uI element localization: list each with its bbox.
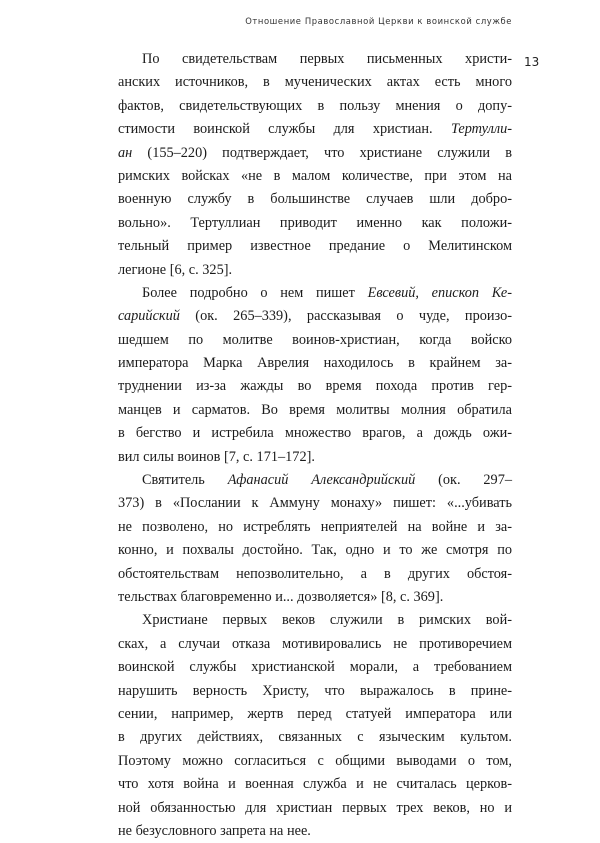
text-run: сении, например, жертв перед статуей императора или: [118, 705, 512, 722]
text-line: [118, 71, 512, 94]
text-line: [118, 492, 512, 515]
text-run: римских войсках «не в малом количестве, при этом на: [118, 167, 512, 184]
page-number: 13: [524, 55, 540, 69]
text-line: [118, 773, 512, 796]
text-line: [118, 563, 512, 586]
text-line: [118, 516, 512, 539]
italic-name: Афанасий Александрийский: [227, 472, 416, 489]
text-line: [118, 165, 512, 188]
text-line: [118, 726, 512, 749]
italic-name: ан: [118, 144, 133, 161]
body-text: [118, 48, 512, 843]
italic-name: сарийский: [118, 308, 180, 325]
text-run: Христиане первых веков служили в римских вой-: [142, 612, 512, 629]
text-line: [118, 446, 512, 469]
text-run: нарушить верность Христу, что выражалось в прине-: [118, 682, 512, 699]
text-line: [118, 703, 512, 726]
text-run: (ок. 297–: [415, 472, 513, 489]
text-run: Святитель: [142, 472, 228, 489]
text-line: [118, 422, 512, 445]
text-line: [118, 352, 512, 375]
text-line: [118, 820, 512, 843]
text-run: тельствах благовременно и... дозволяется» [8, с. 369].: [118, 588, 444, 605]
text-line: [118, 142, 512, 165]
text-run: не безусловного запрета на нее.: [118, 822, 311, 839]
text-line: [118, 118, 512, 141]
text-run: шедшем по молитве воинов-христиан, когда войско: [118, 331, 512, 348]
text-run: вольно». Тертуллиан приводит именно как положи-: [118, 214, 512, 231]
text-run: воинской службы христианской морали, а требованием: [118, 659, 512, 676]
text-run: (ок. 265–339), рассказывая о чуде, произо-: [179, 308, 512, 325]
text-run: конно, и похвалы достойно. Так, одно и то же смотря по: [118, 542, 512, 559]
paragraph: [118, 48, 512, 282]
text-line: [118, 586, 512, 609]
text-line: [118, 539, 512, 562]
text-line: [118, 235, 512, 258]
text-run: что хотя война и военная служба и не считалась церков-: [118, 776, 512, 793]
text-line: [118, 259, 512, 282]
text-line: [118, 329, 512, 352]
text-line: [118, 188, 512, 211]
text-line: [118, 797, 512, 820]
italic-name: Тертулли-: [450, 121, 512, 138]
text-run: императора Марка Аврелия находилось в крайнем за-: [118, 355, 512, 372]
text-line: [118, 282, 512, 305]
text-run: Более подробно о нем пишет: [142, 284, 368, 301]
paragraph: [118, 609, 512, 843]
text-run: вил силы воинов [7, с. 171–172].: [118, 448, 315, 465]
text-run: По свидетельствам первых письменных христи-: [142, 51, 512, 67]
text-run: фактов, свидетельствующих в пользу мнения о допу-: [118, 97, 512, 114]
text-run: легионе [6, с. 325].: [118, 261, 233, 278]
text-run: труднении из-за жажды во время похода против гер-: [118, 378, 512, 395]
text-line: [118, 656, 512, 679]
text-run: обстоятельствам непозволительно, а в других обстоя-: [118, 565, 512, 582]
running-head: Отношение Православной Церкви к воинской службе: [245, 16, 512, 26]
text-run: военную службу в большинстве случаев шли добро-: [118, 191, 512, 208]
text-run: в других действиях, связанных с языческим культом.: [118, 729, 512, 746]
text-run: манцев и сарматов. Во время молитвы молния обратила: [118, 401, 512, 418]
text-line: [118, 212, 512, 235]
text-run: не позволено, но истреблять неприятелей на войне и за-: [118, 518, 512, 535]
text-line: [118, 750, 512, 773]
text-run: 373) в «Послании к Аммуну монаху» пишет: «...убивать: [118, 495, 512, 512]
text-run: стимости воинской службы для христиан.: [118, 121, 451, 138]
text-line: [118, 95, 512, 118]
italic-name: Евсевий, епископ Ке-: [367, 284, 513, 301]
paragraph: [118, 469, 512, 609]
text-run: анских источников, в мученических актах есть много: [118, 74, 512, 91]
text-run: сках, а случаи отказа мотивировались не противоречием: [118, 635, 512, 652]
text-line: [118, 375, 512, 398]
text-run: ной обязанностью для христиан первых трех веков, но и: [118, 799, 512, 816]
text-line: [118, 633, 512, 656]
text-run: тельный пример известное предание о Мелитинском: [118, 238, 512, 255]
text-line: [118, 469, 512, 492]
text-run: Поэтому можно согласиться с общими выводами о том,: [118, 752, 512, 769]
text-line: [118, 680, 512, 703]
text-run: (155–220) подтверждает, что христиане служили в: [132, 144, 512, 161]
text-line: [118, 305, 512, 328]
paragraph: [118, 282, 512, 469]
text-line: [118, 48, 512, 71]
text-run: в бегство и истребила множество врагов, а дождь ожи-: [118, 425, 512, 442]
text-line: [118, 399, 512, 422]
text-line: [118, 609, 512, 632]
